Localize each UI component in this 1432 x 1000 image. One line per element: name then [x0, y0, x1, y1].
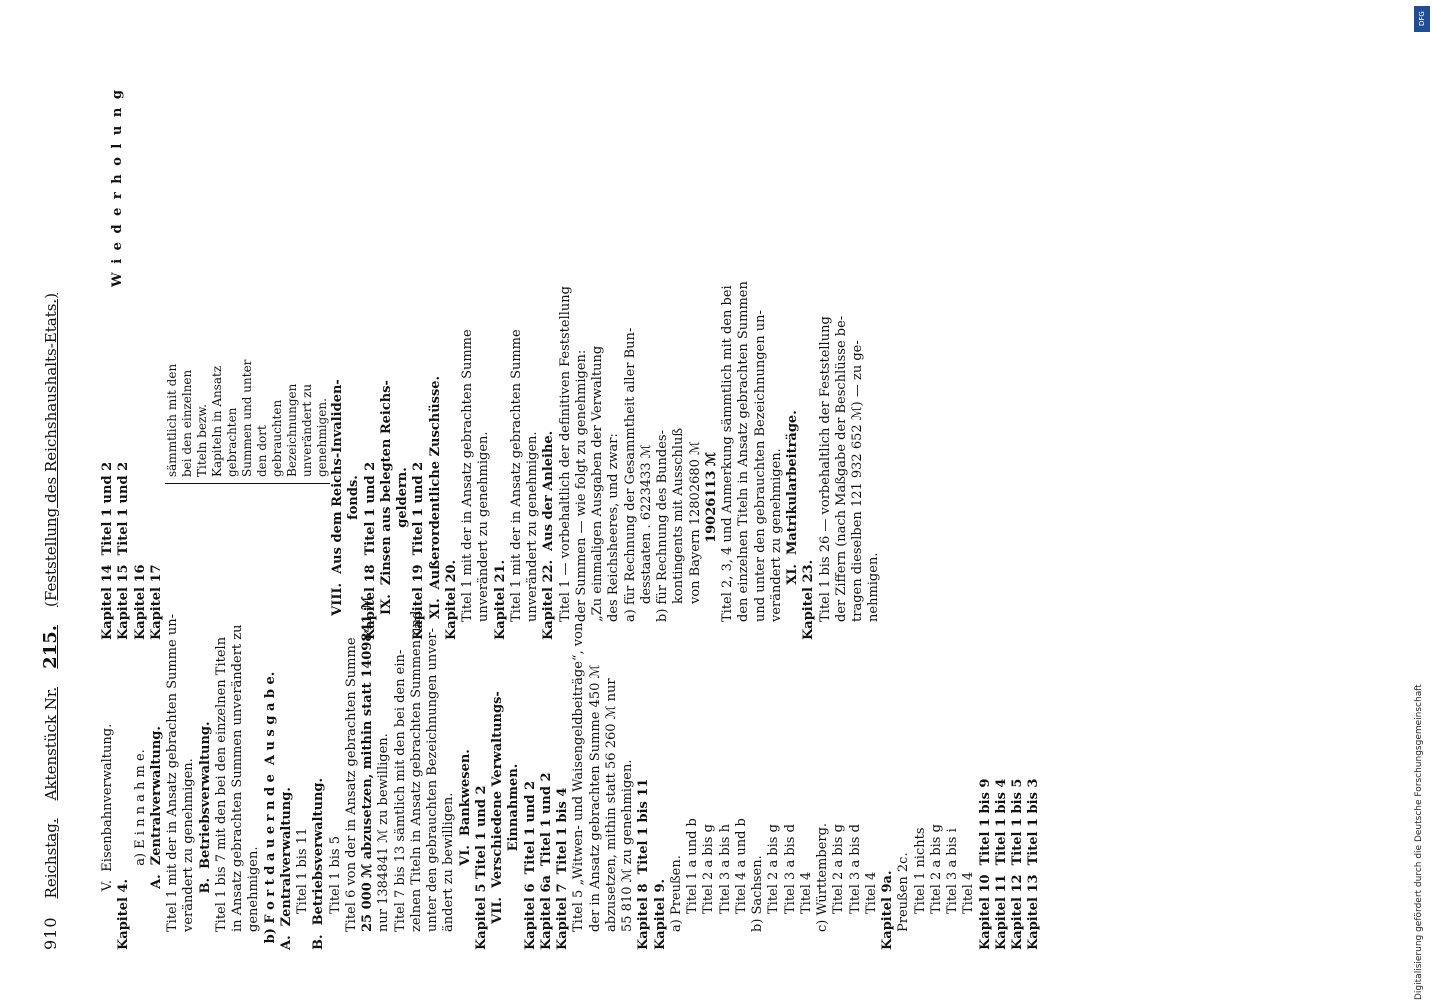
text-line: Titel 1 nichts	[912, 827, 928, 914]
text-line: ändert zu bewilligen.	[441, 792, 457, 932]
text-line: unverändert zu genehmigen.	[525, 431, 540, 622]
text-line: genehmigen.	[246, 846, 262, 932]
text-line: Titel 4 a und b	[733, 818, 749, 914]
text-line: der Summen — wie folgt zu genehmigen:	[573, 349, 589, 622]
text-line: Titel 2 a bis g	[831, 824, 847, 914]
text-line: 55 810 ℳ zu genehmigen.	[620, 759, 635, 932]
text-line: Kapitel 20.	[443, 559, 459, 640]
text-line: Kapitel 22. Aus der Anleihe.	[541, 430, 557, 640]
text-line: Titel 1 mit der in Ansatz gebrachten Summe un-	[165, 614, 180, 932]
text-line: kontingents mit Ausschluß	[671, 427, 687, 604]
text-line: Titel 2 a bis g	[928, 824, 944, 914]
header-aktenstueck: Aktenstück Nr.	[42, 686, 60, 801]
text-line: unverändert zu genehmigen.	[476, 431, 492, 622]
text-line: XI. Matrikularbeiträge.	[785, 410, 800, 585]
text-line: b) für Rechnung des Bundes-	[655, 430, 670, 622]
text-line: Kapitel 11 Titel 1 bis 4	[993, 778, 1009, 950]
text-line: nehmigen.	[866, 552, 882, 622]
text-line: Kapitel 21.	[492, 559, 508, 640]
column-middle	[100, 281, 883, 640]
text-line: Kapitel 16	[132, 564, 148, 640]
text-line: Titel 4	[961, 871, 977, 914]
text-line: VIII. Aus dem Reichs-Invaliden-	[330, 379, 345, 616]
text-line: a) Preußen.	[668, 855, 684, 932]
text-line: geldern.	[395, 467, 410, 528]
text-line: Titel 2, 3, 4 und Anmerkung sämmtlich mit den bei	[720, 285, 735, 622]
text-line: Preußen 2c.	[896, 852, 912, 932]
text-line: verändert zu genehmigen.	[181, 758, 197, 932]
text-line: Kapitel 9.	[652, 878, 668, 950]
text-line: Titel 4	[863, 871, 879, 914]
text-line: Kapitel 15 Titel 1 und 2	[116, 461, 132, 640]
column-right	[100, 45, 126, 330]
text-line: B. Betriebsverwaltung.	[311, 777, 327, 950]
text-line: Titel 1 mit der in Ansatz gebrachten Summe	[460, 329, 475, 622]
text-line: b) Sachsen.	[750, 855, 765, 932]
text-line: Titel 3 a bis h	[717, 824, 733, 914]
text-line: Kapitel 17	[148, 564, 164, 640]
text-line: c) Württemberg.	[815, 822, 830, 932]
text-line: Kapitel 10 Titel 1 bis 9	[977, 778, 993, 950]
text-line: b) F o r t d a u e r n d e A u s g a b e.	[262, 671, 278, 944]
text-line: Titel 4	[798, 871, 814, 914]
brace-note	[165, 355, 330, 640]
text-line: Titel 7 bis 13 sämtlich mit den bei den ein-	[392, 649, 408, 932]
text-line: verändert zu genehmigen.	[768, 448, 784, 622]
text-line: Kapitel 6 Titel 1 und 2	[522, 780, 538, 950]
text-line: Kapitel 8 Titel 1 bis 11	[636, 778, 652, 950]
text-line: Kapitel 12 Titel 1 bis 5	[1010, 778, 1025, 950]
text-line: Titel 2 a bis g	[701, 824, 717, 914]
text-line: Titel 6 von der in Ansatz gebrachten Summe	[343, 637, 359, 932]
text-line: nur 1384841 ℳ zu bewilligen.	[376, 733, 392, 932]
header-reichstag: Reichstag.	[42, 818, 60, 899]
page-header	[40, 20, 63, 950]
text-line: Titel 3 a bis d	[847, 824, 863, 914]
dfg-logo: DFG	[1414, 6, 1430, 32]
text-line: IX. Zinsen aus belegten Reichs-	[378, 380, 394, 615]
text-line: unter den gebrauchten Bezeichnungen unver-	[425, 628, 440, 932]
text-line: von Bayern 12802680 ℳ	[687, 441, 703, 604]
text-line: Titel 3 a bis d	[782, 824, 798, 914]
text-line: Kapitel 9a.	[880, 870, 895, 950]
text-line: VI. Bankwesen.	[457, 749, 473, 866]
header-number: 215.	[40, 624, 61, 669]
text-line: Titel 2 a bis g	[766, 824, 782, 914]
text-line: A. Zentralverwaltung.	[278, 787, 294, 950]
text-line: Kapitel 23.	[801, 559, 817, 640]
text-line: Titel 1 bis 7 mit den bei den einzelnen Titeln	[213, 636, 229, 932]
text-line: Kapitel 19 Titel 1 und 2	[411, 461, 427, 640]
text-line: und unter den gebrauchten Bezeichnungen un-	[752, 310, 768, 622]
text-line: a) für Rechnung der Gesammtheit aller Bun-	[622, 327, 638, 622]
text-line: des Reichsheeres, und zwar:	[606, 433, 622, 622]
closing-word: W i e d e r h o l u n g	[110, 88, 125, 287]
digitization-credit: Digitalisierung gefördert durch die Deutsche Forschungsgemeinschaft	[1414, 684, 1424, 1000]
text-line: XI. Außerordentliche Zuschüsse.	[427, 375, 443, 620]
text-line: der Ziffern (nach Maßgabe der Beschlüsse be-	[833, 315, 849, 622]
text-line: Kapitel 13 Titel 1 bis 3	[1026, 778, 1042, 950]
text-line: Kapitel 6a Titel 1 und 2	[538, 772, 554, 950]
text-line: in Ansatz gebrachten Summen unverändert zu	[230, 624, 245, 932]
text-line: a) E i n n a h m e.	[132, 749, 148, 866]
text-line: Titel 1 bis 11	[295, 827, 310, 914]
text-line: abzusetzen, mithin statt 56 260 ℳ nur	[603, 678, 619, 932]
text-line: „Zu einmaligen Ausgaben der Verwaltung	[590, 345, 605, 622]
text-line: Titel 1 mit der in Ansatz gebrachten Summe	[508, 329, 524, 622]
text-line: Kapitel 5 Titel 1 und 2	[473, 785, 489, 950]
text-line: 25 000 ℳ abzusetzen, mithin statt 1409841 ℳ	[360, 596, 375, 932]
text-line: tragen dieselben 121 932 652 ℳ) — zu ge-	[850, 340, 865, 622]
text-line: Kapitel 18 Titel 1 und 2	[362, 461, 378, 640]
text-line: Einnahmen.	[506, 763, 522, 852]
text-line: Titel 5 „Witwen- und Waisengeldbeiträge“, von	[571, 622, 587, 932]
text-line: fonds.	[346, 475, 362, 520]
text-line: B. Betriebsverwaltung.	[197, 721, 213, 894]
page-number: 910	[41, 916, 60, 950]
text-line: Titel 1 bis 5	[327, 836, 343, 914]
text-line: Kapitel 4.	[116, 878, 132, 950]
brace-note-text: sämmtlich mit den bei den einzelnen Titeln bezw. Kapiteln in Ansatz gebrachten Summen und unter den dort gebrauchten Bezeichnungen unverändert zu genehmigen.	[165, 355, 330, 484]
text-line: Kapitel 7 Titel 1 bis 4	[555, 787, 570, 950]
text-line: Titel 1 a und b	[685, 818, 700, 914]
text-line: Titel 3 a bis i	[945, 828, 960, 914]
text-line: den einzelnen Titeln in Ansatz gebrachten Summen	[736, 281, 752, 622]
digitization-sidebar	[1412, 0, 1432, 1000]
text-line: Kapitel 14 Titel 1 und 2	[100, 461, 115, 640]
text-line: V. Eisenbahnverwaltung.	[100, 723, 115, 892]
text-line: zelnen Titeln in Ansatz gebrachten Summen und	[408, 610, 424, 932]
text-line: Titel 1 — vorbehaltlich der definitiven Feststellung	[557, 286, 573, 622]
text-line: Titel 1 bis 26 — vorbehaltlich der Feststellung	[817, 316, 833, 622]
text-line: A. Zentralverwaltung.	[148, 726, 164, 889]
text-line: der in Ansatz gebrachten Summe 450 ℳ	[587, 664, 603, 932]
header-title: (Feststellung des Reichshaushalts-Etats.)	[42, 292, 60, 607]
text-line: VII. Verschiedene Verwaltungs-	[490, 691, 505, 924]
text-line: desstaaten . 6223433 ℳ	[638, 444, 654, 604]
text-line: 19026113 ℳ	[703, 452, 719, 543]
